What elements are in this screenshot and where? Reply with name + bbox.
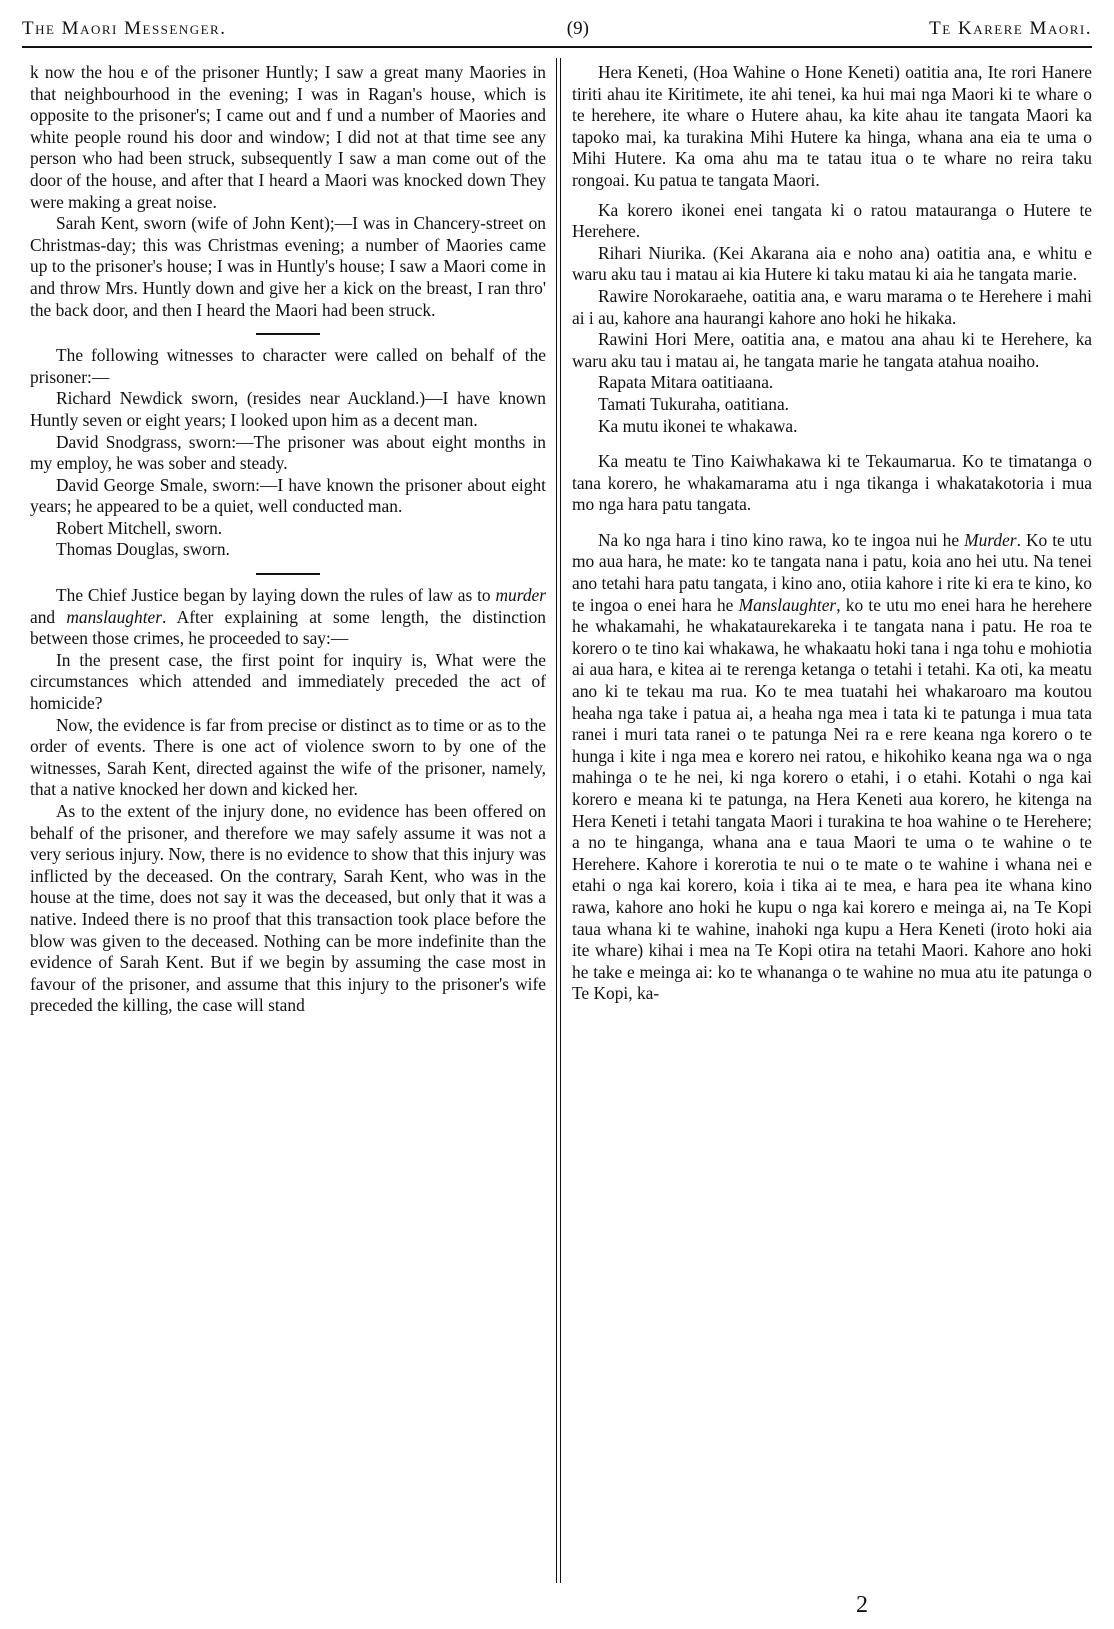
italic-term: Manslaughter [738,594,837,615]
paragraph: As to the extent of the injury done, no evidence has been offered on behalf of the prisoner, and therefore we may safely assume it was not a very serious injury. Now, there is no evidence to show that this injury was inflicted by the deceased. On the contrary, Sarah Kent, who was in the house at the time, does not say it was the deceased, but only that it was a native. Indeed there is no proof that this transaction took place before the blow was given to the deceased. Nothing can be more indefinite than the evidence of Sarah Kent. But if we begin by assuming the case most in favour of the prisoner, and assume that this injury to the prisoner's wife preceded the killing, the case will stand [30,801,546,1016]
paragraph: In the present case, the first point for inquiry is, What were the circumstances which attended and immediately preceded the act of homicide? [30,649,546,714]
paragraph [572,530,1092,1005]
italic-term: murder [495,585,546,606]
paragraph [30,585,546,650]
paragraph: Hera Keneti, (Hoa Wahine o Hone Keneti) oatitia ana, Ite rori Hanere tiriti ahau ite Kiritimete, ite ahi tenei, ka hui mai nga Maori ki te whare o te herehere, ite whare o Hutere ahau, ka kite ahau ite tangata Maori ka tapoko mai, ka turakina Mihi Hutere ka hinga, whana ana eia te uma o Mihi Hutere. Ka oma ahu ma te tatau itua o te whare no reira taku rongoai. Ku patua te tangata Maori. [572,62,1092,190]
text-run: The Chief Justice began by laying down the rules of law as to [56,585,496,606]
paragraph: Rapata Mitara oatitiaana. [598,372,774,393]
english-column [30,62,546,1017]
paragraph: David George Smale, sworn:—I have known the prisoner about eight years; he appeared to be a quiet, well conducted man. [30,474,546,517]
paragraph: Robert Mitchell, sworn. [56,517,223,538]
paragraph: k now the hou e of the prisoner Huntly; I saw a great many Maories in that neighbourhood in the evening; I was in Ragan's house, which is opposite to the prisoner's; I came out and f und a number of Maories and white people round his door and window; I did not at that time see any person who had been struck, subsequently I saw a man come out of the door of the house, and after that I heard a Maori was knocked down They were making a great noise. [30,62,546,212]
paragraph: Thomas Douglas, sworn. [56,539,230,560]
section-separator [256,573,320,575]
text-run: , ko te utu mo enei hara he herehere he whakamahi, he whakataurekareka i te tangata nana i patu. He roa te korero o te tino kai whakawa, he whakaatu hoki tana i nga tohu e mohiotia ai aua hara, e kitea ai te rerenga ketanga o tetahi i tetahi. Ka oti, ka meatu ano ki te tekau ma rua. Ko te mea tuatahi hei whakaroaro ma koutou heaha nga take i patua ai, a heaha nga mea i tata ki te patunga i mua tata ranei i muri tata ranei o te patunga Nei ra e rere keana nga korero o te hunga i kite i nga mea e korero nei ratou, e hikohiko keana nga wa o nga mahinga o te he nei, ki nga korero o etahi, i o etahi. Kotahi o nga kai korero e meana ki te patunga, na Hera Keneti aua korero, he kitenga na Hera Keneti i tetahi tangata Maori i turakina te hoa wahine o te Herehere; a no te hinganga, whana ana e taua Maori te uma o te wahine o te Herehere. Kahore i korerotia te nui o te mate o te wahine i whana nei e etahi o nga kai korero, koia i tika ai te mea, e hara pea ite whana kino rawa, kahore ano hoki he kupu o nga kai korero e meinga ai, na Te Kopi taua whana ki te wahine, inahoki nga kupu a Hera Keneti (iroto hoki aia ite whare) kihai i mea na Te Kopi otira na tetahi Maori. Kahore ano hoki he take e meinga ai: ko te whananga o te wahine no mua atu ite patunga o Te Kopi, ka- [572,594,1092,1004]
paragraph: Tamati Tukuraha, oatitiana. [598,393,790,414]
paragraph: The following witnesses to character were called on behalf of the prisoner:— [30,345,546,387]
paragraph: Sarah Kent, sworn (wife of John Kent);—I was in Chancery-street on Christmas-day; this was Christmas evening; a number of Maories came up to the prisoner's house; I was in Huntly's house; I saw a Maori come in and throw Mrs. Huntly down and give her a kick on the breast, I ran thro' the back door, and then I heard the Maori had been struck. [30,213,546,320]
italic-term: manslaughter [66,606,163,627]
paragraph: Rawini Hori Mere, oatitia ana, e matou ana ahau ki te Herehere, ka waru aku tau i matau ai, he tangata marie he tangata atahua noaiho. [572,329,1092,371]
text-run: . Ko te utu mo aua hara, he mate: ko te tangata nana i patu, koia ano hei utu. Na tenei ano tetahi hara patu tangata, i kino ano, otiia kahore i rite ki era te kino, ko te ingoa o enei hara he [572,529,1093,615]
column-divider [556,58,557,1583]
maori-column [572,62,1092,1005]
masthead-english-title: The Maori Messenger. [22,18,227,39]
paragraph: Ka meatu te Tino Kaiwhakawa ki te Tekaumarua. Ko te timatanga o tana korero, he whakamarama atu i nga tikanga i whakatakotoria i mua mo nga hara patu tangata. [572,451,1092,515]
masthead [22,14,1092,44]
italic-term: Murder [964,529,1017,550]
section-separator [256,333,320,335]
paragraph: Rihari Niurika. (Kei Akarana aia e noho ana) oatitia ana, e whitu e waru aku tau i matau ai kia Hutere ki taku matau ki aia he tangata marie. [572,242,1092,285]
paragraph: Richard Newdick sworn, (resides near Auckland.)—I have known Huntly seven or eight years; I looked upon him as a decent man. [30,388,546,430]
paragraph: Ka mutu ikonei te whakawa. [598,415,798,436]
paragraph: David Snodgrass, sworn:—The prisoner was about eight months in my employ, he was sober and steady. [30,431,546,474]
masthead-maori-title: Te Karere Maori. [929,18,1092,39]
column-divider-inner [560,58,561,1583]
masthead-rule [22,46,1092,48]
text-run: . After explaining at some length, the distinction between those crimes, he proceeded to say:— [30,606,546,649]
paragraph: Rawire Norokaraehe, oatitia ana, e waru marama o te Herehere i mahi ai i au, kahore ana haurangi kahore ano hoki he hikaka. [572,285,1092,328]
paragraph: Now, the evidence is far from precise or distinct as to time or as to the order of events. There is one act of violence sworn to by one of the witnesses, Sarah Kent, directed against the wife of the prisoner, namely, that a native knocked her down and kicked her. [30,714,546,800]
paragraph: Ka korero ikonei enei tangata ki o ratou matauranga o Hutere te Herehere. [572,199,1092,242]
page-number: (9) [566,18,589,39]
text-run: Na ko nga hara i tino kino rawa, ko te ingoa nui he [598,529,965,550]
signature-mark: 2 [856,1592,868,1618]
text-run: and [30,606,67,627]
